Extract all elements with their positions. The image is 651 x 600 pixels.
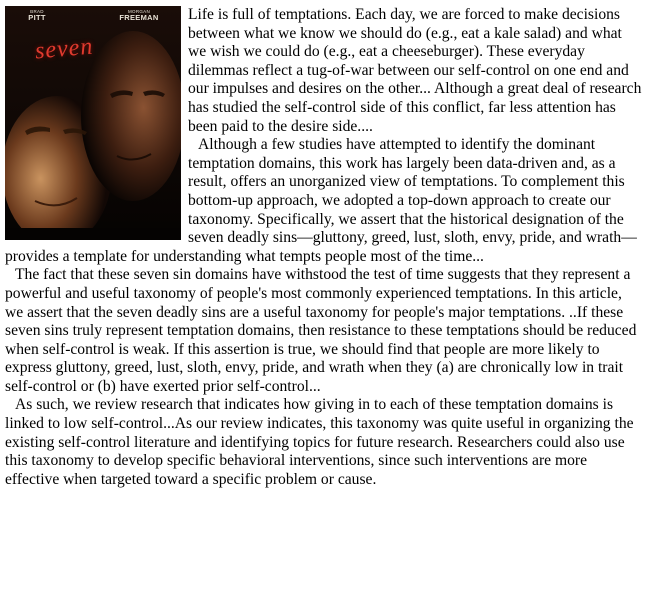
- poster-artwork: [5, 6, 181, 240]
- poster-actor-right-first: MORGAN: [127, 9, 151, 14]
- paragraph-taxonomy: Although a few studies have attempted to identify the dominant temptation domains, this work has largely been data-driven and, as a result, offers an unorganized view of temptations. To complement this bottom-up approach, we adopted a top-down approach to create our taxonomy. Specifically, we assert that the historical designation of the seven deadly sins—gluttony, greed, lust, sloth, envy, pride, and wrath—provides a template for understanding what tempts people most of the time...: [5, 136, 637, 265]
- paragraph-seven-sins: The fact that these seven sin domains have withstood the test of time suggests that they represent a powerful and useful taxonomy of people's most commonly experienced temptations. In this article, we assert that the seven deadly sins are a useful taxonomy for people's major temptations. ..If these seven sins truly represent temptation domains, then resistance to these temptations should be reduced when self-control is weak. If this assertion is true, we should find that people are more likely to express gluttony, greed, lust, sloth, envy, pride, and wrath when they (a) are chronically low in trait self-control or (b) have exerted prior self-control...: [5, 266, 637, 395]
- poster-actor-left-last: PITT: [28, 13, 46, 22]
- poster-title: seven: [33, 33, 95, 65]
- paragraph-review: As such, we review research that indicates how giving in to each of these temptation domains is linked to low self-control...As our review indicates, this taxonomy was quite useful in organizing the existing self-control literature and identifying topics for future research. Researchers could also use this taxonomy to develop specific behavioral interventions, since such interventions are more effective when targeted toward a specific problem or cause.: [5, 396, 634, 488]
- movie-poster-image: [5, 6, 181, 240]
- poster-actor-right-last: FREEMAN: [119, 13, 159, 22]
- poster-actor-right: [109, 9, 169, 22]
- paragraph-intro: Life is full of temptations. Each day, we are forced to make decisions between what we know we should do (e.g., eat a kale salad) and what we wish we could do (e.g., eat a cheeseburger). These everyday dilemmas reflect a tug-of-war between our self-control on one end and our impulses and desires on the other... Although a great deal of research has studied the self-control side of this conflict, far less attention has been paid to the desire side....: [188, 6, 642, 135]
- poster-actor-left-first: BRAD: [30, 9, 44, 14]
- poster-actor-left: [17, 9, 57, 22]
